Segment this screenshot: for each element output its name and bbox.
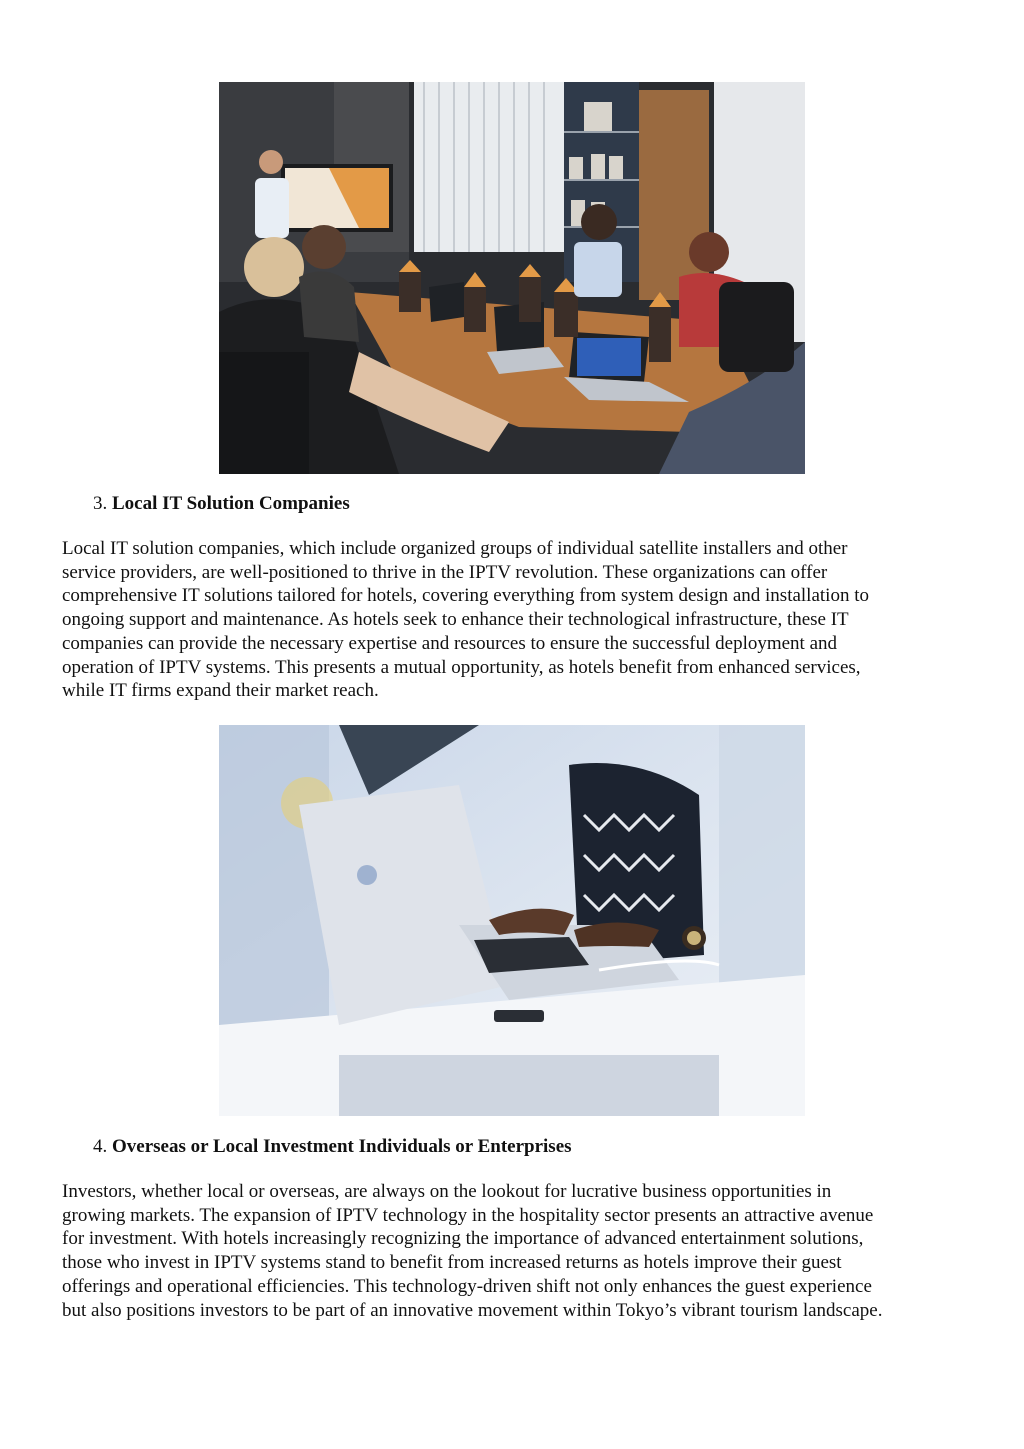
paragraph-line: those who invest in IPTV systems stand to benefit from increased returns as hotels improve their guest (62, 1252, 842, 1274)
paragraph-line: offerings and operational efficiencies. This technology-driven shift not only enhances the guest experience (62, 1275, 872, 1297)
paragraph-line: service providers, are well-positioned to thrive in the IPTV revolution. These organizations can offer (62, 561, 828, 583)
paragraph-line: Local IT solution companies, which include organized groups of individual satellite installers and other (62, 538, 848, 559)
section-heading-3 (93, 492, 350, 516)
paragraph-line: companies can provide the necessary expertise and resources to ensure the successful deployment and (62, 632, 838, 654)
paragraph-line: while IT firms expand their market reach. (62, 680, 379, 702)
laptop-typing-photo (219, 725, 805, 1116)
paragraph-line: but also positions investors to be part of an innovative movement within Tokyo’s vibrant tourism landscape. (62, 1299, 883, 1321)
section-number: 3. (93, 493, 108, 514)
section-title: Local IT Solution Companies (112, 493, 350, 514)
section-paragraph-3 (62, 537, 967, 703)
laptop-typing-illustration (219, 725, 805, 1116)
paragraph-line: comprehensive IT solutions tailored for hotels, covering everything from system design and installation to (62, 585, 869, 607)
meeting-room-illustration (219, 82, 805, 474)
paragraph-line: growing markets. The expansion of IPTV technology in the hospitality sector presents an attractive avenue (62, 1204, 874, 1226)
paragraph-line: ongoing support and maintenance. As hotels seek to enhance their technological infrastructure, these IT (62, 609, 849, 631)
section-title: Overseas or Local Investment Individuals or Enterprises (112, 1136, 572, 1157)
paragraph-line: for investment. With hotels increasingly recognizing the importance of advanced entertainment solutions, (62, 1228, 864, 1250)
paragraph-line: operation of IPTV systems. This presents a mutual opportunity, as hotels benefit from enhanced services, (62, 656, 861, 678)
section-paragraph-4 (62, 1180, 967, 1322)
meeting-room-photo (219, 82, 805, 474)
paragraph-line: Investors, whether local or overseas, are always on the lookout for lucrative business opportunities in (62, 1181, 832, 1202)
section-heading-4 (93, 1135, 572, 1159)
section-number: 4. (93, 1136, 108, 1157)
